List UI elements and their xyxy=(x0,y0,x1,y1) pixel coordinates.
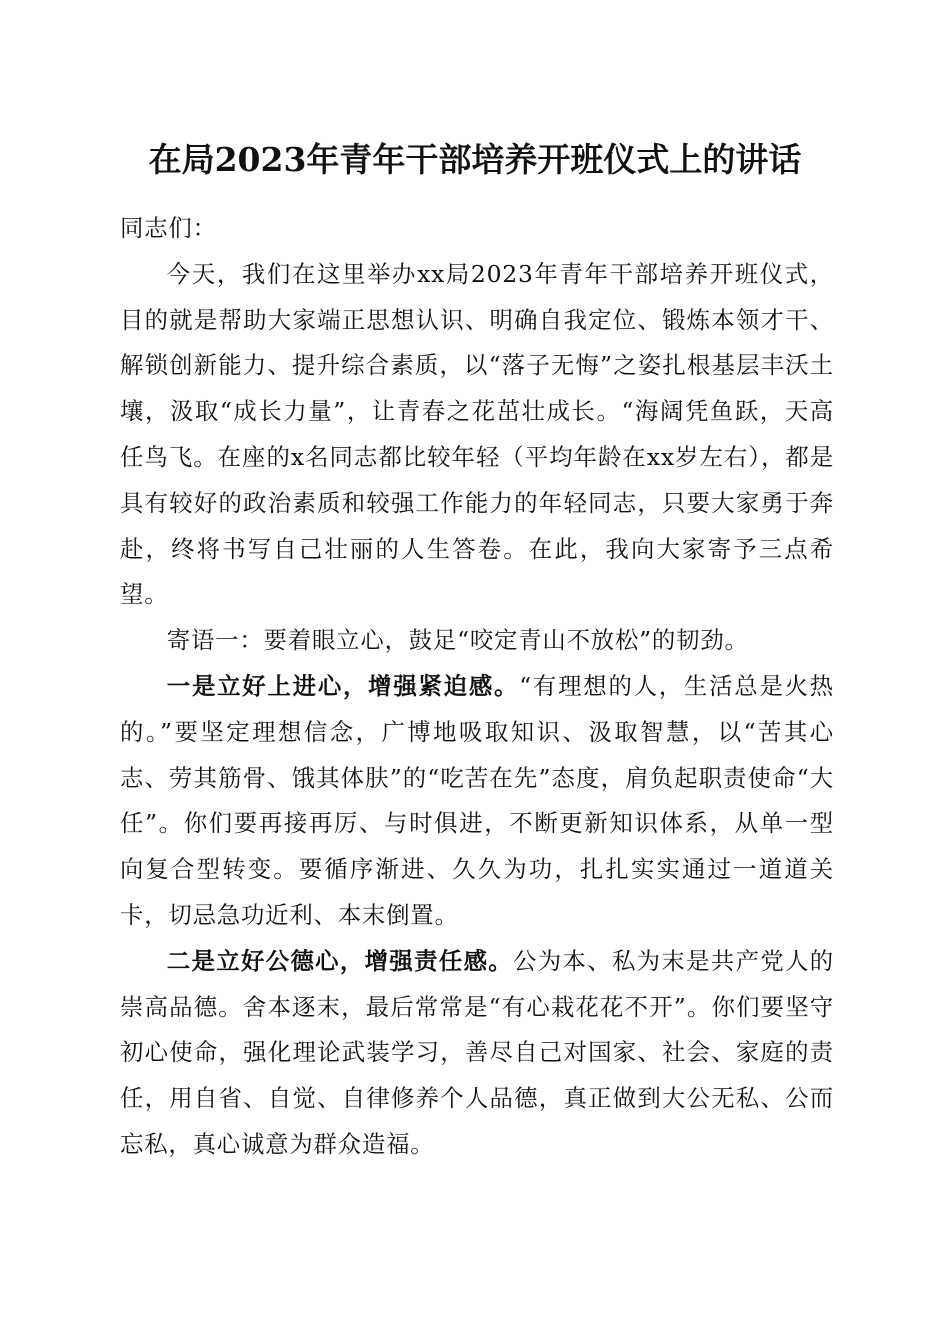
paragraph-text: 公为本、私为末是共产党人的崇高品德。舍本逐末，最后常常是“有心栽花花不开”。你们要坚守初心使命，强化理论武装学习，善尽自己对国家、社会、家庭的责任，用自省、自觉、自律修养个人品德，真正做到大公无私、公而忘私，真心诚意为群众造福。 xyxy=(120,946,834,1158)
paragraph-point-two xyxy=(120,939,834,1168)
paragraph-text: 今天，我们在这里举办xx局2023年青年干部培养开班仪式，目的就是帮助大家端正思想认识、明确自我定位、锻炼本领才干、解锁创新能力、提升综合素质，以“落子无悔”之姿扎根基层丰沃土壤，汲取“成长力量”，让青春之花茁壮成长。“海阔凭鱼跃，天高任鸟飞。在座的x名同志都比较年轻（平均年龄在xx岁左右），都是具有较好的政治素质和较强工作能力的年轻同志，只要大家勇于奔赴，终将书写自己壮丽的人生答卷。在此，我向大家寄予三点希望。 xyxy=(120,259,834,609)
paragraph-wish-one-heading xyxy=(120,618,834,664)
paragraph-text: 寄语一：要着眼立心，鼓足“咬定青山不放松”的韧劲。 xyxy=(166,626,749,655)
paragraph-lead: 一是立好上进心，增强紧迫感。 xyxy=(166,671,520,700)
document-title: 在局2023年青年干部培养开班仪式上的讲话 xyxy=(148,140,802,179)
salutation: 同志们： xyxy=(120,214,217,242)
paragraph-point-one xyxy=(120,664,834,939)
paragraph-text: “有理想的人，生活总是火热的。”要坚定理想信念，广博地吸取知识、汲取智慧，以“苦其心志、劳其筋骨、饿其体肤”的“吃苦在先”态度，肩负起职责使命“大任”。你们要再接再厉、与时俱进，不断更新知识体系，从单一型向复合型转变。要循序渐进、久久为功，扎扎实实通过一道道关卡，切忌急功近利、本末倒置。 xyxy=(120,671,834,929)
document-body xyxy=(120,206,834,1168)
paragraph-lead: 二是立好公德心，增强责任感。 xyxy=(166,946,514,975)
paragraph-opening xyxy=(120,252,834,618)
